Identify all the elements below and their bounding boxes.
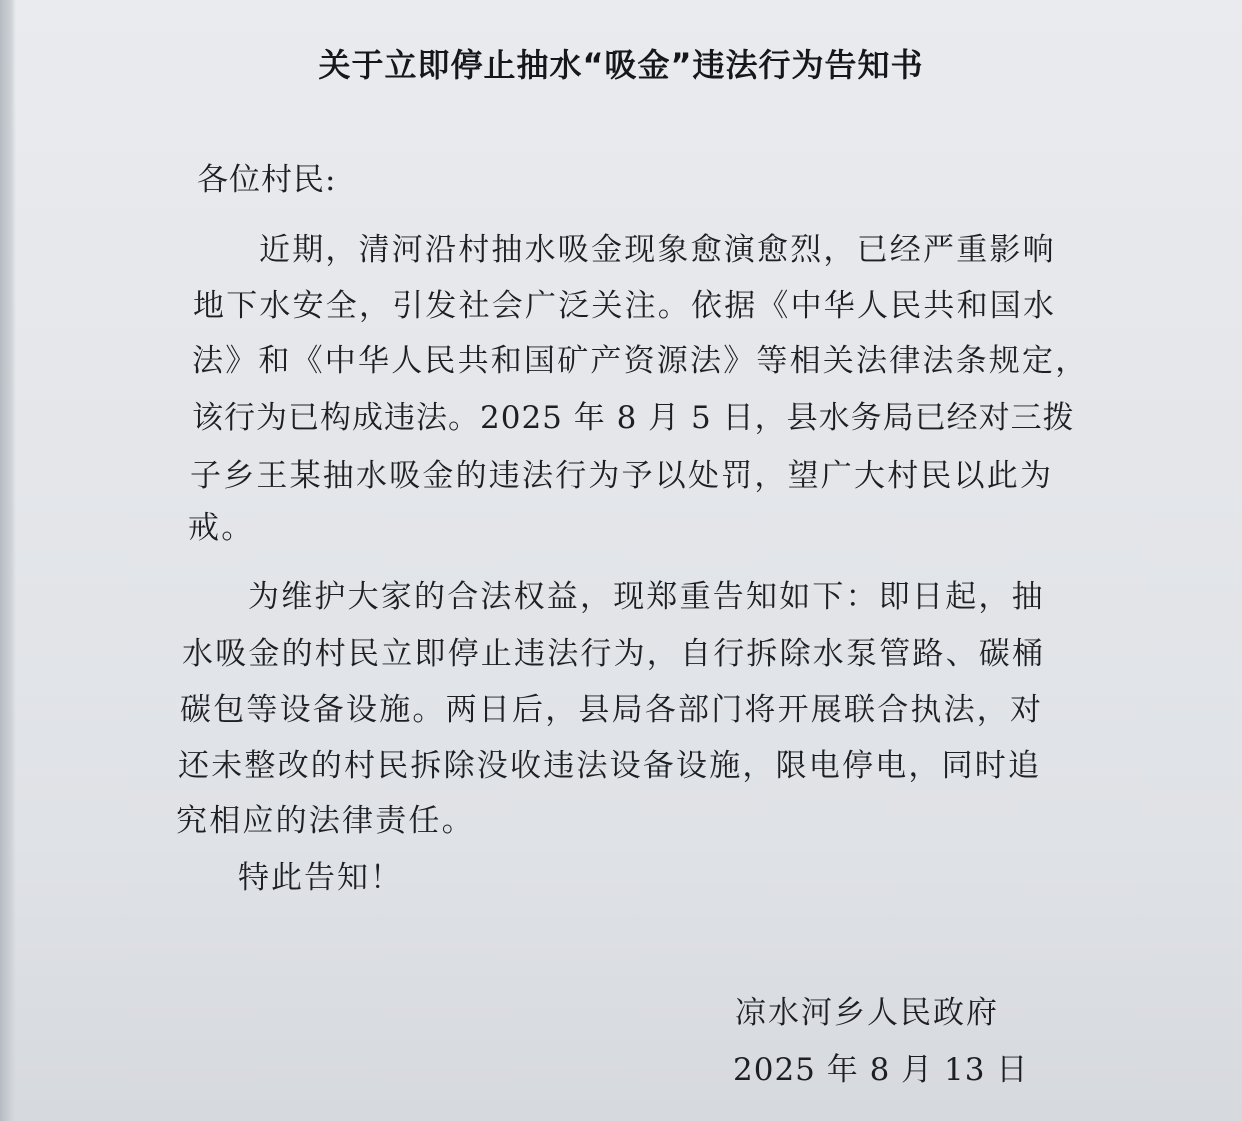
issue-date: 2025 年 8 月 13 日 xyxy=(733,1052,1029,1088)
document-title: 关于立即停止抽水“吸金”违法行为告知书 xyxy=(318,46,924,84)
paragraph2-line2: 水吸金的村民立即停止违法行为，自行拆除水泵管路、碳桶 xyxy=(182,636,1046,672)
paragraph2-line1: 为维护大家的合法权益，现郑重告知如下：即日起，抽 xyxy=(248,579,1045,615)
paragraph1-line5: 子乡王某抽水吸金的违法行为予以处罚，望广大村民以此为 xyxy=(190,458,1054,494)
salutation: 各位村民: xyxy=(197,162,337,198)
paragraph1-line2: 地下水安全，引发社会广泛关注。依据《中华人民共和国水 xyxy=(193,288,1057,324)
issuer-name: 凉水河乡人民政府 xyxy=(735,995,999,1031)
paragraph2-line3: 碳包等设备设施。两日后，县局各部门将开展联合执法，对 xyxy=(180,692,1044,728)
paragraph2-line4: 还未整改的村民拆除没收违法设备设施，限电停电，同时追 xyxy=(178,748,1042,784)
closing-remark: 特此告知！ xyxy=(238,860,403,896)
paragraph2-line5: 究相应的法律责任。 xyxy=(176,803,475,839)
page-edge-shadow xyxy=(0,0,16,1121)
paragraph1-line1: 近期，清河沿村抽水吸金现象愈演愈烈，已经严重影响 xyxy=(259,232,1056,268)
paragraph1-line4: 该行为已构成违法。2025 年 8 月 5 日，县水务局已经对三拨 xyxy=(192,400,1075,436)
paragraph1-line3: 法》和《中华人民共和国矿产资源法》等相关法律法条规定， xyxy=(192,343,1089,379)
paragraph1-line6: 戒。 xyxy=(188,510,255,546)
